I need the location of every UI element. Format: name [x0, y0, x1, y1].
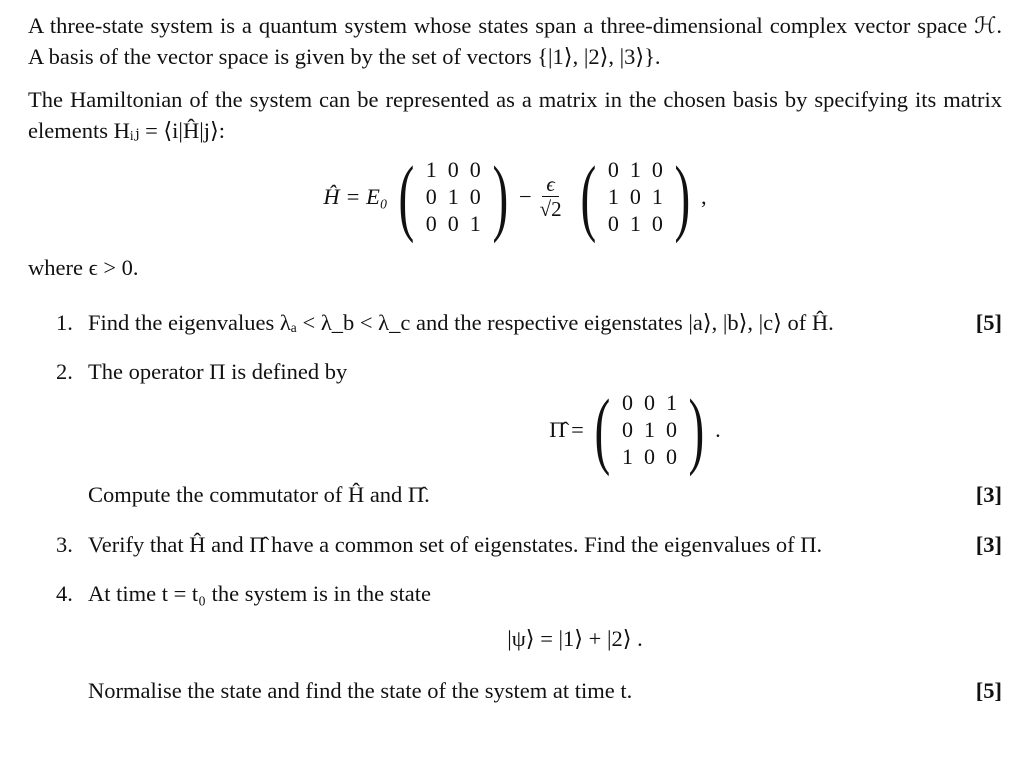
offdiagonal-matrix	[574, 148, 697, 244]
minus-sign: −	[518, 183, 532, 209]
matrix-entry: 0	[607, 210, 619, 236]
right-paren-icon: )	[688, 381, 705, 477]
parity-matrix-grid	[616, 389, 682, 470]
marks-badge: [3]	[975, 532, 1002, 557]
question-text: Verify that Ĥ and Π̂ have a common set of eigenstates. Find the eigenvalues of Π.	[88, 532, 823, 557]
fraction-denominator: √2	[539, 196, 562, 221]
matrix-entry: 1	[629, 156, 641, 182]
offdiagonal-matrix-grid	[602, 156, 668, 237]
question-text: The operator Π is defined by	[88, 359, 348, 384]
matrix-entry: 0	[629, 183, 641, 209]
question-4-followup	[88, 675, 1002, 706]
matrix-entry: 0	[651, 210, 663, 236]
matrix-entry: 0	[643, 443, 655, 469]
question-3	[28, 529, 1002, 560]
matrix-entry: 1	[425, 156, 437, 182]
matrix-entry: 0	[665, 443, 677, 469]
right-paren-icon: )	[674, 148, 691, 244]
matrix-entry: 0	[665, 416, 677, 442]
followup-text: Compute the commutator of Ĥ and Π̂.	[88, 482, 430, 507]
matrix-entry: 0	[651, 156, 663, 182]
matrix-entry: 1	[629, 210, 641, 236]
equation-trailing-period: .	[715, 416, 721, 442]
question-2-followup	[88, 479, 1002, 510]
question-number: 3.	[56, 532, 73, 557]
left-paren-icon: (	[580, 148, 596, 244]
question-number: 2.	[56, 359, 73, 384]
where-condition: where ϵ > 0.	[28, 255, 139, 280]
hamiltonian-lhs: Ĥ = E₀	[323, 183, 388, 209]
question-text: At time t = t₀ the system is in the state	[88, 581, 431, 606]
equation-trailing-comma: ,	[700, 183, 707, 209]
question-2	[28, 356, 1002, 510]
right-paren-icon: )	[492, 148, 509, 244]
matrix-entry: 1	[621, 443, 633, 469]
matrix-entry: 0	[469, 156, 481, 182]
question-number: 4.	[56, 581, 73, 606]
matrix-entry: 1	[469, 210, 481, 236]
parity-matrix	[588, 381, 711, 477]
matrix-entry: 0	[425, 210, 437, 236]
matrix-entry: 0	[469, 183, 481, 209]
matrix-entry: 1	[643, 416, 655, 442]
identity-matrix-grid	[420, 156, 486, 237]
question-number: 1.	[56, 310, 73, 335]
matrix-entry: 1	[665, 389, 677, 415]
matrix-entry: 0	[621, 389, 633, 415]
epsilon-over-root2	[540, 172, 562, 221]
matrix-entry: 1	[607, 183, 619, 209]
left-paren-icon: (	[398, 148, 414, 244]
parity-operator-equation	[88, 383, 1002, 475]
hamiltonian-equation	[28, 150, 1002, 242]
hamiltonian-paragraph: The Hamiltonian of the system can be represented as a matrix in the chosen basis by specifying its matrix elements Hᵢⱼ = ⟨i|Ĥ|j⟩:	[28, 87, 1002, 143]
matrix-entry: 1	[447, 183, 459, 209]
parity-lhs: Π̂ =	[549, 416, 584, 442]
matrix-entry: 0	[425, 183, 437, 209]
question-4	[28, 578, 1002, 706]
fraction-numerator: ϵ	[542, 172, 558, 197]
followup-text: Normalise the state and find the state of the system at time t.	[88, 678, 633, 703]
question-list	[28, 307, 1002, 706]
matrix-entry: 0	[607, 156, 619, 182]
marks-badge: [5]	[975, 310, 1002, 335]
state-equation: |ψ⟩ = |1⟩ + |2⟩ .	[507, 626, 643, 651]
marks-badge: [3]	[975, 482, 1002, 507]
identity-matrix	[392, 148, 515, 244]
matrix-entry: 0	[447, 156, 459, 182]
matrix-entry: 0	[643, 389, 655, 415]
intro-paragraph: A three-state system is a quantum system whose states span a three-dimensional complex vector space ℋ. A basis of the vector space is given by the set of vectors {|1⟩, |2⟩, |3⟩}.	[28, 13, 1002, 69]
matrix-entry: 1	[651, 183, 663, 209]
question-1	[28, 307, 1002, 338]
question-text: Find the eigenvalues λₐ < λ_b < λ_c and the respective eigenstates |a⟩, |b⟩, |c⟩ of Ĥ.	[88, 310, 834, 335]
problem-sheet	[28, 8, 1002, 706]
marks-badge: [5]	[975, 678, 1002, 703]
matrix-entry: 0	[447, 210, 459, 236]
left-paren-icon: (	[594, 381, 611, 477]
matrix-entry: 0	[621, 416, 633, 442]
